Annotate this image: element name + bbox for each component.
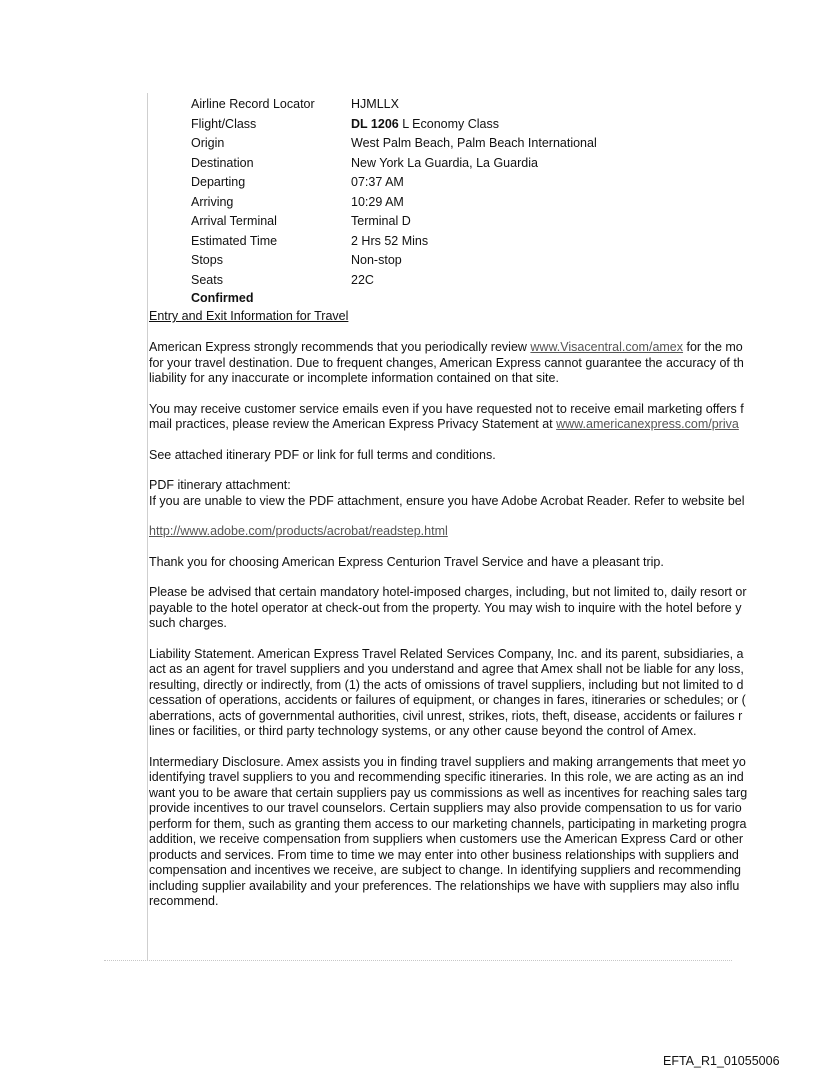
detail-row-origin: [191, 134, 816, 154]
visa-text: American Express strongly recommends that you periodically review: [149, 340, 531, 354]
privacy-text: mail practices, please review the American Express Privacy Statement at: [149, 417, 557, 431]
intermediary-paragraph: [149, 755, 816, 910]
visa-text: for your travel destination. Due to frequent changes, American Express cannot guarantee the accuracy of th: [149, 355, 744, 370]
liability-text: resulting, directly or indirectly, from (1) the acts of omissions of travel suppliers, including but not limited to d: [149, 677, 744, 692]
detail-value: 10:29 AM: [351, 194, 404, 209]
booking-status: Confirmed: [191, 291, 254, 305]
intermediary-text: including supplier availability and your preferences. The relationships we have with suppliers may also influ: [149, 878, 740, 893]
privacy-statement-link[interactable]: www.americanexpress.com/priva: [556, 417, 739, 431]
detail-row-arrival-terminal: [191, 212, 816, 232]
detail-label: Seats: [191, 272, 223, 287]
detail-row-stops: [191, 251, 816, 271]
intermediary-text: identifying travel suppliers to you and recommending specific itineraries. In this role, we are acting as an ind: [149, 770, 744, 784]
hotel-charges-text: payable to the hotel operator at check-out from the property. You may wish to inquire with the hotel before y: [149, 600, 742, 615]
thank-you-paragraph: Thank you for choosing American Express Centurion Travel Service and have a pleasant trip.: [149, 554, 664, 569]
adobe-reader-link[interactable]: http://www.adobe.com/products/acrobat/readstep.html: [149, 524, 448, 538]
detail-label: Destination: [191, 155, 254, 170]
detail-row-record-locator: [191, 95, 816, 115]
terms-paragraph: See attached itinerary PDF or link for full terms and conditions.: [149, 447, 496, 462]
liability-text: Liability Statement. American Express Travel Related Services Company, Inc. and its parent, subsidiaries, a: [149, 646, 744, 661]
hotel-charges-paragraph: [149, 585, 816, 632]
detail-label: Stops: [191, 253, 223, 267]
detail-label: Estimated Time: [191, 233, 278, 248]
itinerary-body: [149, 95, 816, 910]
detail-value: HJMLLX: [351, 97, 399, 111]
detail-row-departing: [191, 173, 816, 193]
detail-row-destination: [191, 154, 816, 174]
detail-label: Arriving: [191, 194, 234, 209]
pdf-text: If you are unable to view the PDF attachment, ensure you have Adobe Acrobat Reader. Refer to website bel: [149, 493, 745, 508]
pdf-text: PDF itinerary attachment:: [149, 478, 291, 492]
detail-value: [351, 115, 499, 135]
detail-label: Flight/Class: [191, 116, 257, 131]
intermediary-text: compensation and incentives we receive, are subject to change. In identifying suppliers and recommending: [149, 863, 742, 877]
left-border-line: [147, 93, 148, 961]
visa-paragraph: [149, 340, 816, 387]
flight-number: DL 1206: [351, 116, 399, 131]
detail-label: Origin: [191, 136, 225, 150]
privacy-text: You may receive customer service emails even if you have requested not to receive email marketing offers f: [149, 401, 744, 416]
intermediary-text: want you to be aware that certain suppliers pay us commissions as well as incentives for reaching sales targ: [149, 785, 748, 800]
intermediary-text: perform for them, such as granting them access to our marketing channels, participating in marketing progra: [149, 816, 747, 831]
detail-value: West Palm Beach, Palm Beach International: [351, 136, 597, 150]
intermediary-text: recommend.: [149, 894, 219, 908]
liability-text: aberrations, acts of governmental authorities, civil unrest, strikes, riots, theft, disease, accidents or failures r: [149, 708, 743, 723]
detail-value: New York La Guardia, La Guardia: [351, 155, 538, 170]
intermediary-text: products and services. From time to time we may enter into other business relationships with suppliers and: [149, 847, 739, 862]
hotel-charges-text: such charges.: [149, 616, 227, 630]
visa-text: liability for any inaccurate or incomplete information contained on that site.: [149, 371, 559, 385]
entry-exit-heading: Entry and Exit Information for Travel: [149, 309, 349, 323]
detail-value: 2 Hrs 52 Mins: [351, 233, 429, 248]
detail-value: Non-stop: [351, 253, 402, 267]
detail-value: Terminal D: [351, 214, 411, 228]
detail-label: Airline Record Locator: [191, 97, 315, 111]
detail-row-flight-class: [191, 115, 816, 135]
detail-row-seats: [191, 271, 816, 291]
detail-row-arriving: [191, 193, 816, 213]
flight-class: L Economy Class: [398, 116, 499, 131]
adobe-paragraph: [149, 524, 816, 540]
intermediary-text: addition, we receive compensation from suppliers when customers use the American Express Card or other: [149, 832, 744, 846]
bottom-border-line: [104, 960, 732, 961]
intermediary-text: Intermediary Disclosure. Amex assists you in finding travel suppliers and making arrangements that meet yo: [149, 754, 746, 769]
detail-value: 07:37 AM: [351, 175, 404, 189]
detail-row-estimated-time: [191, 232, 816, 252]
pdf-paragraph: [149, 478, 816, 509]
detail-label: Departing: [191, 175, 246, 189]
document-id: EFTA_R1_01055006: [663, 1054, 780, 1068]
detail-label: Arrival Terminal: [191, 214, 277, 228]
liability-text: lines or facilities, or third party technology systems, or any other cause beyond the control of Amex.: [149, 724, 697, 738]
visa-text: for the mo: [683, 340, 743, 354]
liability-paragraph: [149, 647, 816, 740]
detail-value: 22C: [351, 272, 374, 287]
liability-text: cessation of operations, accidents or failures of equipment, or changes in fares, itineraries or schedules; or (: [149, 693, 746, 707]
privacy-paragraph: [149, 402, 816, 433]
liability-text: act as an agent for travel suppliers and you understand and agree that Amex shall not be liable for any loss,: [149, 662, 744, 676]
flight-details-table: [191, 95, 816, 290]
hotel-charges-text: Please be advised that certain mandatory hotel-imposed charges, including, but not limited to, daily resort or: [149, 585, 747, 599]
intermediary-text: provide incentives to our travel counselors. Certain suppliers may also provide compensation to us for vario: [149, 801, 742, 815]
visacentral-link[interactable]: www.Visacentral.com/amex: [530, 340, 684, 354]
